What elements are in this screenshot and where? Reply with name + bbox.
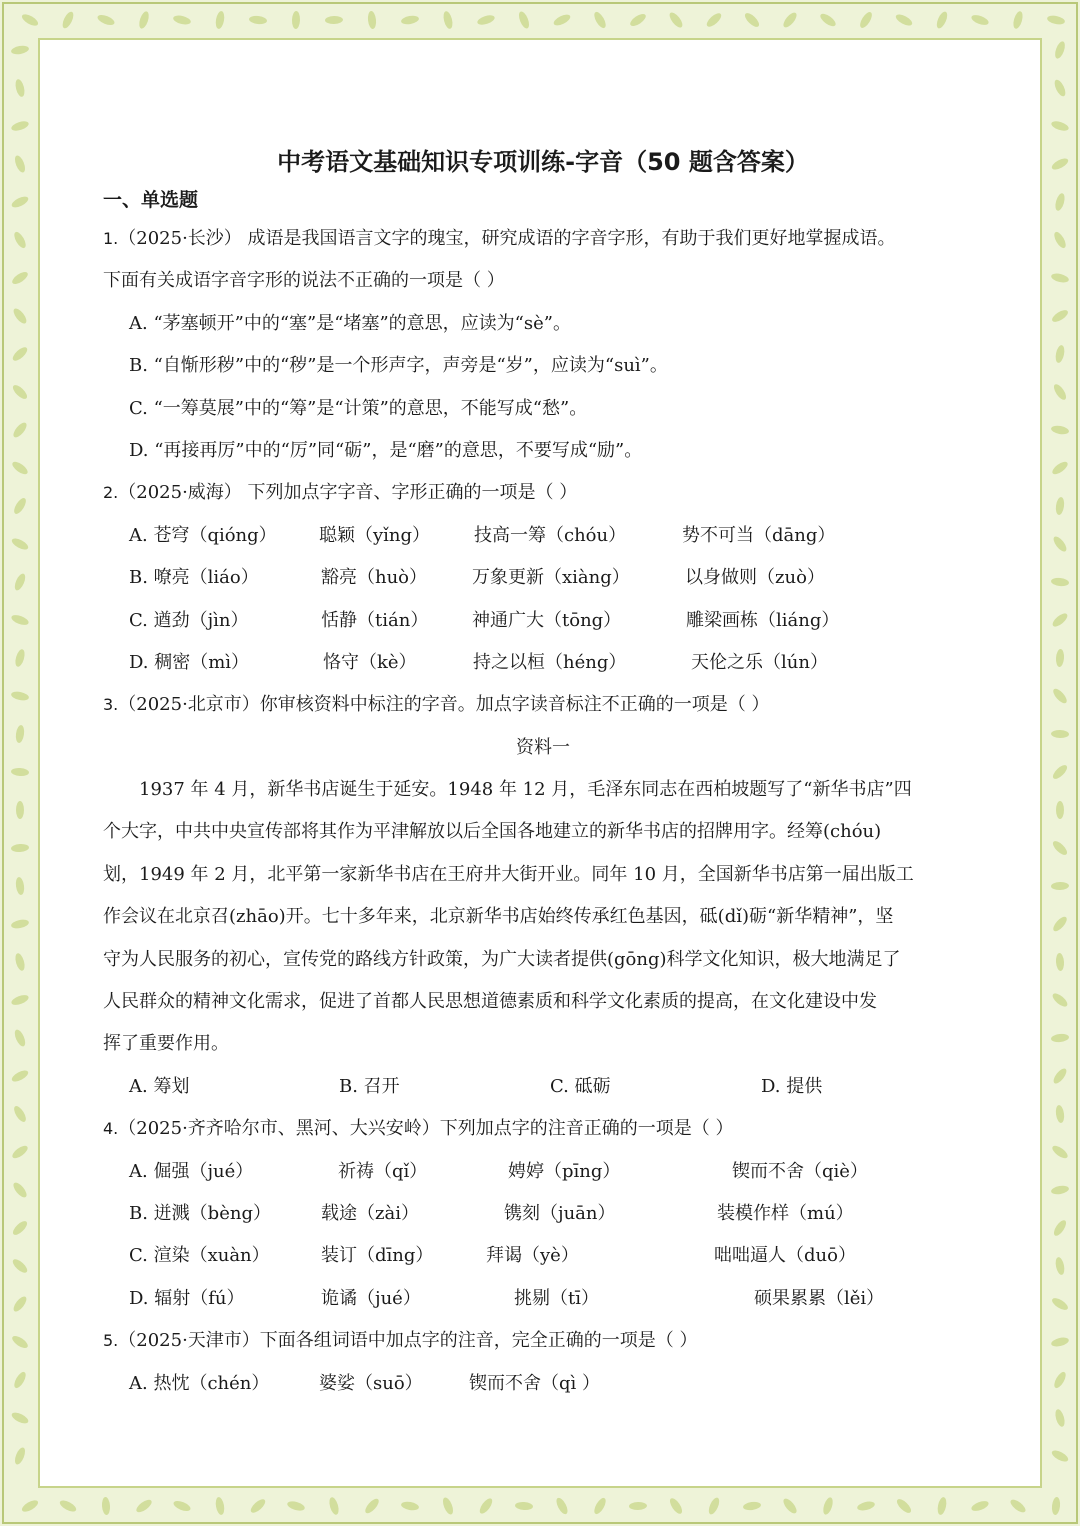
question-text: （2025·北京市）你审核资料中标注的字音。加点字读音标注不正确的一项是（ ） [118, 694, 770, 716]
question-number: 5. [103, 1331, 119, 1351]
question-stem [103, 1108, 983, 1150]
question-stem [103, 1320, 983, 1362]
option-b[interactable] [103, 557, 983, 599]
question-number: 1. [103, 229, 119, 248]
option-d[interactable] [103, 1278, 983, 1320]
option-item: C. 遒劲（jìn） [129, 609, 249, 631]
option-item: 诡谲（jué） [321, 1287, 421, 1309]
option-item: 载途（zài） [321, 1202, 419, 1224]
option-item: 豁亮（huò） [321, 567, 428, 589]
option-item: D. 稠密（mì） [129, 651, 250, 673]
option-item: 万象更新（xiàng） [472, 567, 630, 589]
option-item: 娉婷（pīng） [508, 1160, 621, 1182]
question-stem [103, 218, 983, 260]
option-item: 镌刻（juān） [504, 1202, 616, 1224]
option-item: 技高一筹（chóu） [474, 524, 627, 546]
option-d[interactable]: D. 提供 [761, 1075, 823, 1097]
option-item: C. 渲染（xuàn） [129, 1245, 270, 1267]
question-number: 4. [103, 1119, 119, 1139]
option-item: 恬静（tián） [321, 609, 429, 631]
question-text: （2025·天津市）下面各组词语中加点字的注音，完全正确的一项是（ ） [118, 1330, 698, 1352]
question-5 [103, 1320, 983, 1405]
material-line: 个大字，中共中央宣传部将其作为平津解放以后全国各地建立的新华书店的招牌用字。经筹(chóu) [103, 821, 882, 843]
option-c[interactable] [103, 600, 983, 642]
question-stem [103, 472, 983, 514]
material-line: 划，1949 年 2 月，北平第一家新华书店在王府井大街开业。同年 10 月，全国新华书店第一届出版工 [103, 863, 914, 885]
option-item: 咄咄逼人（duō） [714, 1245, 856, 1267]
option-item: 持之以桓（héng） [473, 651, 627, 673]
question-number: 2. [103, 483, 119, 503]
option-item: 装订（dīng） [321, 1245, 434, 1267]
option-c[interactable]: C. 砥砺 [550, 1075, 611, 1097]
question-2 [103, 472, 983, 684]
material-line: 1937 年 4 月，新华书店诞生于延安。1948 年 12 月，毛泽东同志在西柏坡题写了“新华书店”四 [139, 779, 912, 801]
material-line: 人民群众的精神文化需求，促进了首都人民思想道德素质和科学文化素质的提高，在文化建设中发 [103, 991, 877, 1013]
option-item: B. 迸溅（bèng） [129, 1202, 271, 1224]
option-item: 拜谒（yè） [486, 1245, 579, 1267]
option-b[interactable]: B. 召开 [339, 1075, 400, 1097]
option-item: 祈祷（qǐ） [338, 1160, 428, 1182]
section-heading: 一、单选题 [103, 189, 199, 211]
options-row [103, 1066, 983, 1108]
question-text: （2025·长沙） 成语是我国语言文字的瑰宝，研究成语的字音字形，有助于我们更好地掌握成语。 [118, 228, 896, 249]
option-c[interactable] [103, 1235, 983, 1277]
option-item: 聪颖（yǐng） [319, 524, 431, 546]
option-a[interactable]: A. “茅塞顿开”中的“塞”是“堵塞”的意思，应读为“sè”。 [129, 312, 571, 334]
option-item: 神通广大（tōng） [472, 609, 622, 631]
option-c[interactable]: C. “一筹莫展”中的“筹”是“计策”的意思，不能写成“愁”。 [129, 397, 588, 419]
question-text: （2025·威海） 下列加点字字音、字形正确的一项是（ ） [118, 482, 578, 504]
option-b[interactable] [103, 1193, 983, 1235]
option-a[interactable] [103, 1151, 983, 1193]
option-item: D. 辐射（fú） [129, 1287, 245, 1309]
option-d[interactable] [103, 642, 983, 684]
option-item: 恪守（kè） [323, 651, 417, 673]
question-stem [103, 684, 983, 726]
question-number: 3. [103, 695, 119, 715]
material-line: 作会议在北京召(zhāo)开。七十多年来，北京新华书店始终传承红色基因，砥(dǐ)砺“新华精神”，坚 [103, 906, 894, 928]
option-d[interactable]: D. “再接再厉”中的“厉”同“砺”，是“磨”的意思，不要写成“励”。 [129, 439, 643, 461]
option-item: 锲而不舍（qì ） [469, 1372, 601, 1394]
document-title: 中考语文基础知识专项训练-字音（50 题含答案） [277, 148, 809, 176]
option-a[interactable]: A. 筹划 [129, 1075, 190, 1097]
option-item: A. 苍穹（qióng） [129, 524, 277, 546]
question-3 [103, 684, 983, 1108]
option-item: B. 嘹亮（liáo） [129, 567, 259, 589]
material-title: 资料一 [516, 736, 570, 758]
material-line: 守为人民服务的初心，宣传党的路线方针政策，为广大读者提供(gōng)科学文化知识，极大地满足了 [103, 948, 901, 970]
option-a[interactable] [103, 1363, 983, 1405]
option-item: 挑剔（tī） [514, 1287, 599, 1309]
exam-content [103, 140, 983, 1405]
question-stem-cont: 下面有关成语字音字形的说法不正确的一项是（ ） [103, 270, 505, 292]
option-item: 势不可当（dāng） [682, 524, 836, 546]
option-item: 装模作样（mú） [717, 1202, 854, 1224]
option-item: 雕梁画栋（liáng） [686, 609, 840, 631]
option-item: 天伦之乐（lún） [691, 651, 828, 673]
option-item: A. 倔强（jué） [129, 1160, 254, 1182]
option-item: 以身做则（zuò） [685, 567, 825, 589]
option-item: A. 热忱（chén） [129, 1372, 270, 1394]
question-4 [103, 1108, 983, 1320]
question-1 [103, 218, 983, 472]
option-item: 锲而不舍（qiè） [732, 1160, 868, 1182]
question-text: （2025·齐齐哈尔市、黑河、大兴安岭）下列加点字的注音正确的一项是（ ） [118, 1118, 734, 1140]
option-b[interactable]: B. “自惭形秽”中的“秽”是一个形声字，声旁是“岁”，应读为“suì”。 [129, 355, 668, 377]
option-a[interactable] [103, 515, 983, 557]
option-item: 婆娑（suō） [319, 1372, 423, 1394]
material-line: 挥了重要作用。 [103, 1033, 229, 1055]
option-item: 硕果累累（lěi） [754, 1287, 885, 1309]
